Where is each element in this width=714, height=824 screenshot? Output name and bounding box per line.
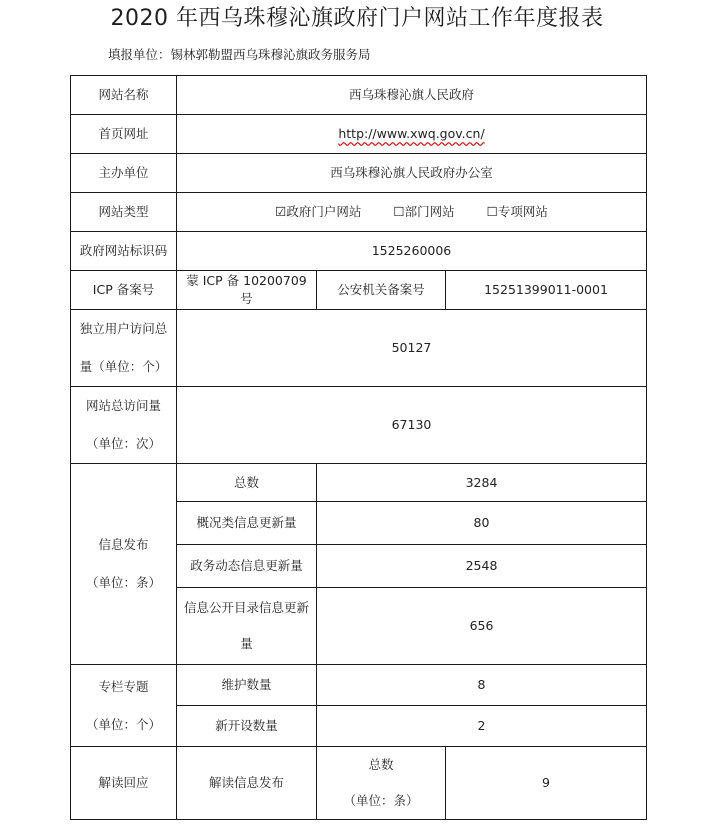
row-columns-maintain <box>71 665 647 706</box>
label-site-type: 网站类型 <box>71 193 177 232</box>
label-site-code: 政府网站标识码 <box>71 232 177 271</box>
label-icp: ICP 备案号 <box>71 271 177 310</box>
label-interpretation-total: 总数 （单位：条） <box>317 747 446 820</box>
row-info-total <box>71 464 647 502</box>
option-special-label: 专项网站 <box>497 204 548 219</box>
value-info-total: 3284 <box>317 464 647 502</box>
value-site-name: 西乌珠穆沁旗人民政府 <box>177 76 647 115</box>
row-icp <box>71 271 647 310</box>
label-interpretation: 解读回应 <box>71 747 177 820</box>
label-columns-new: 新开设数量 <box>177 706 317 747</box>
value-icp: 蒙 ICP 备 10200709 号 <box>177 271 317 310</box>
value-info-dynamics: 2548 <box>317 545 647 588</box>
value-police-record: 15251399011-0001 <box>446 271 647 310</box>
option-special[interactable] <box>487 203 548 221</box>
row-home-url <box>71 115 647 154</box>
value-columns-maintain: 8 <box>317 665 647 706</box>
value-site-type <box>177 193 647 232</box>
label-info-overview: 概况类信息更新量 <box>177 502 317 545</box>
label-info-publish: 信息发布 （单位：条） <box>71 464 177 665</box>
unchecked-box-icon[interactable]: ☐ <box>393 204 405 219</box>
value-home-url <box>177 115 647 154</box>
report-table <box>70 75 647 820</box>
label-site-name: 网站名称 <box>71 76 177 115</box>
value-columns-new: 2 <box>317 706 647 747</box>
label-columns: 专栏专题 （单位：个） <box>71 665 177 747</box>
report-title: 2020 年西乌珠穆沁旗政府门户网站工作年度报表 <box>110 6 604 31</box>
value-sponsor: 西乌珠穆沁旗人民政府办公室 <box>177 154 647 193</box>
option-department[interactable] <box>393 203 454 221</box>
row-sponsor <box>71 154 647 193</box>
label-unique-visitors: 独立用户访问总 量（单位：个） <box>71 310 177 387</box>
label-total-visits: 网站总访问量 （单位：次） <box>71 387 177 464</box>
value-site-code: 1525260006 <box>177 232 647 271</box>
label-police-record: 公安机关备案号 <box>317 271 446 310</box>
value-info-catalog: 656 <box>317 588 647 665</box>
row-site-name <box>71 76 647 115</box>
label-sponsor: 主办单位 <box>71 154 177 193</box>
row-site-code <box>71 232 647 271</box>
row-interpretation <box>71 747 647 820</box>
option-portal-label: 政府门户网站 <box>286 204 362 219</box>
label-interpretation-publish: 解读信息发布 <box>177 747 317 820</box>
row-site-type <box>71 193 647 232</box>
value-info-overview: 80 <box>317 502 647 545</box>
option-portal[interactable] <box>275 203 361 221</box>
value-total-visits: 67130 <box>177 387 647 464</box>
option-department-label: 部门网站 <box>404 204 455 219</box>
value-interpretation-total: 9 <box>446 747 647 820</box>
label-info-dynamics: 政务动态信息更新量 <box>177 545 317 588</box>
label-info-catalog: 信息公开目录信息更新 量 <box>177 588 317 665</box>
row-total-visits <box>71 387 647 464</box>
unchecked-box-icon[interactable]: ☐ <box>486 204 498 219</box>
home-url-link[interactable]: http://www.xwq.gov.cn/ <box>338 126 485 141</box>
value-unique-visitors: 50127 <box>177 310 647 387</box>
filler-unit: 填报单位：锡林郭勒盟西乌珠穆沁旗政务服务局 <box>108 47 371 62</box>
label-home-url: 首页网址 <box>71 115 177 154</box>
checked-box-icon[interactable]: ☑ <box>275 204 287 219</box>
label-columns-maintain: 维护数量 <box>177 665 317 706</box>
row-unique-visitors <box>71 310 647 387</box>
label-info-total: 总数 <box>177 464 317 502</box>
